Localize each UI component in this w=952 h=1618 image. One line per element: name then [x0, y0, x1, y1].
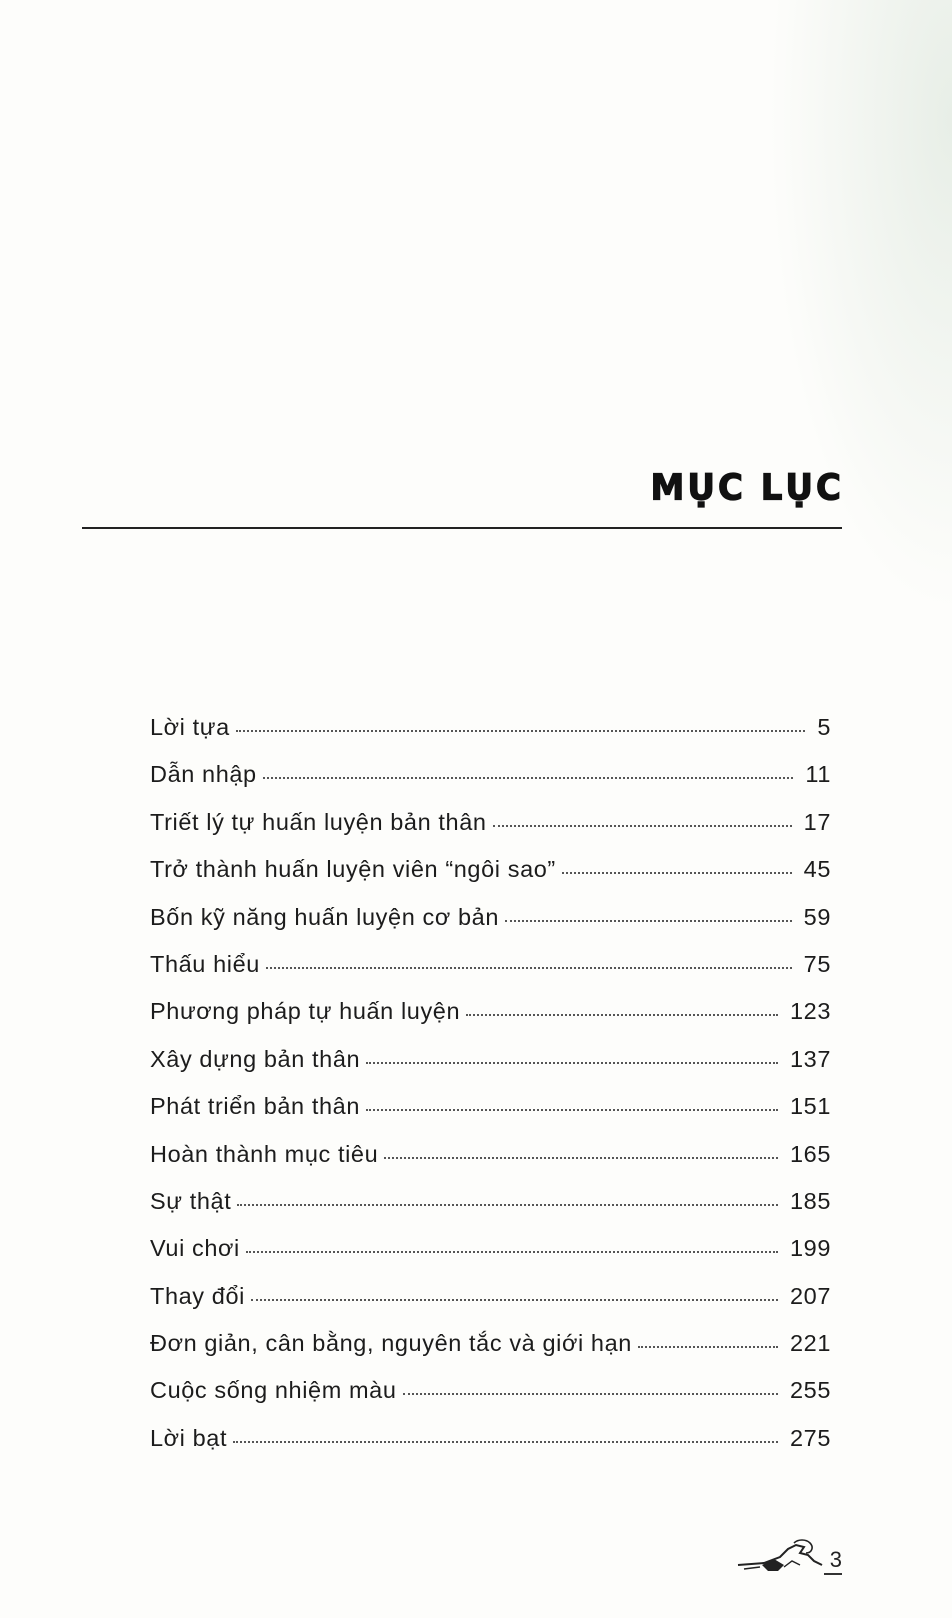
toc-entry-page: 185 — [789, 1187, 831, 1214]
toc-entry-title: Phát triển bản thân — [150, 1093, 360, 1120]
dot-leader — [466, 1014, 778, 1016]
toc-entry-title: Cuộc sống nhiệm màu — [150, 1377, 397, 1404]
dot-leader — [233, 1441, 778, 1443]
toc-entry — [150, 951, 831, 998]
dot-leader — [251, 1299, 778, 1301]
toc-entry — [150, 1141, 831, 1188]
dot-leader — [384, 1157, 778, 1159]
dot-leader — [403, 1393, 778, 1395]
toc-entry — [150, 761, 831, 808]
dot-leader — [493, 825, 792, 827]
toc-entry-title: Xây dựng bản thân — [150, 1045, 361, 1072]
toc-entry-title: Hoàn thành mục tiêu — [150, 1140, 379, 1167]
toc-entry — [150, 904, 831, 951]
toc-entry — [150, 998, 831, 1045]
dot-leader — [263, 777, 794, 779]
toc-entry — [150, 1235, 831, 1282]
toc-entry-title: Đơn giản, cân bằng, nguyên tắc và giới hạn — [150, 1330, 632, 1357]
toc-entry-page: 151 — [789, 1093, 831, 1120]
table-of-contents — [150, 714, 831, 1472]
toc-entry-title: Lời bạt — [150, 1424, 228, 1451]
toc-entry-page: 11 — [805, 761, 831, 788]
toc-entry-page: 275 — [789, 1424, 831, 1451]
dot-leader — [366, 1109, 778, 1111]
toc-entry — [150, 1283, 831, 1330]
toc-entry-title: Vui chơi — [150, 1235, 240, 1262]
toc-entry-page: 207 — [789, 1282, 831, 1309]
page-number: 3 — [824, 1549, 842, 1575]
title-divider — [82, 527, 842, 529]
toc-entry-page: 5 — [817, 714, 831, 740]
toc-entry-title: Sự thật — [150, 1187, 232, 1214]
toc-entry-page: 17 — [803, 808, 831, 835]
runner-ornament-icon — [734, 1535, 824, 1575]
toc-entry — [150, 1093, 831, 1140]
toc-entry-title: Thay đổi — [150, 1282, 245, 1309]
toc-entry-title: Trở thành huấn luyện viên “ngôi sao” — [150, 856, 556, 883]
toc-entry — [150, 1188, 831, 1235]
dot-leader — [246, 1251, 778, 1253]
page-footer — [734, 1535, 842, 1575]
toc-entry-title: Dẫn nhập — [150, 761, 257, 788]
toc-entry-title: Bốn kỹ năng huấn luyện cơ bản — [150, 903, 499, 930]
toc-entry-page: 45 — [803, 856, 831, 883]
toc-entry — [150, 856, 831, 903]
toc-entry — [150, 1425, 831, 1472]
toc-entry-page: 199 — [789, 1235, 831, 1262]
dot-leader — [638, 1346, 778, 1348]
dot-leader — [237, 1204, 778, 1206]
toc-entry-page: 59 — [803, 903, 831, 930]
dot-leader — [236, 730, 806, 732]
toc-entry — [150, 1377, 831, 1424]
toc-entry-title: Triết lý tự huấn luyện bản thân — [150, 808, 487, 835]
toc-entry — [150, 1330, 831, 1377]
dot-leader — [562, 872, 792, 874]
toc-entry-title: Phương pháp tự huấn luyện — [150, 998, 461, 1025]
toc-entry-page: 255 — [789, 1377, 831, 1404]
dot-leader — [366, 1062, 778, 1064]
toc-entry — [150, 1046, 831, 1093]
page-title: MỤC LỤC — [650, 467, 844, 509]
dot-leader — [505, 920, 792, 922]
toc-entry-page: 221 — [789, 1330, 831, 1357]
toc-entry-page: 75 — [803, 950, 831, 977]
toc-entry-title: Thấu hiểu — [150, 950, 260, 977]
toc-entry — [150, 809, 831, 856]
dot-leader — [266, 967, 792, 969]
toc-entry-page: 137 — [789, 1045, 831, 1072]
toc-entry-title: Lời tựa — [150, 714, 230, 740]
toc-entry-page: 165 — [789, 1140, 831, 1167]
toc-entry-page: 123 — [789, 998, 831, 1025]
toc-entry — [150, 714, 831, 761]
